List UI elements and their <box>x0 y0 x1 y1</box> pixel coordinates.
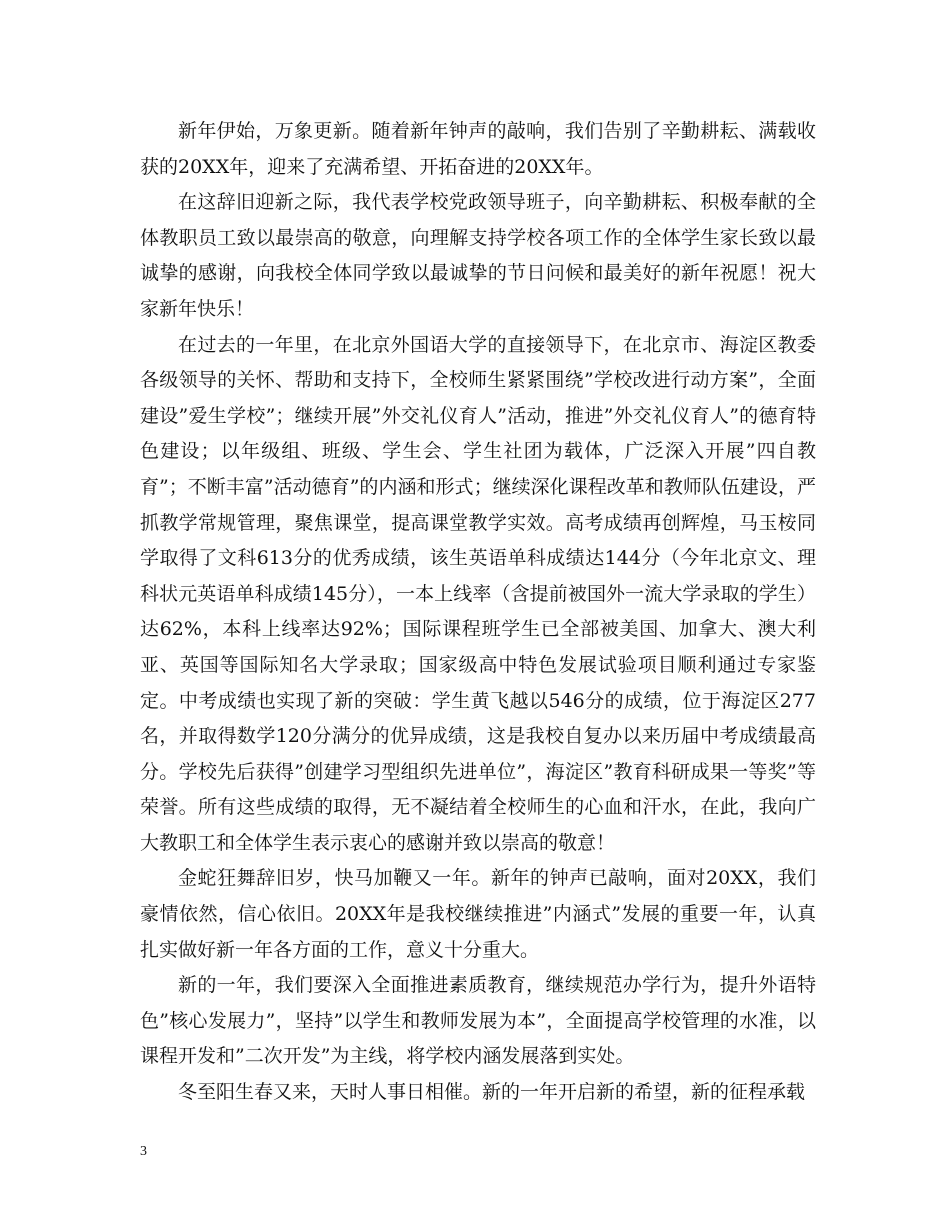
paragraph-5: 新的一年，我们要深入全面推进素质教育，继续规范办学行为，提升外语特色”核心发展力”，坚持”以学生和教师发展为本”，全面提高学校管理的水准，以课程开发和”二次开发”为主线，将学校内涵发展落到实处。 <box>140 974 816 1068</box>
paragraph-1: 新年伊始，万象更新。随着新年钟声的敲响，我们告别了辛勤耕耘、满载收获的20XX年，迎来了充满希望、开拓奋进的20XX年。 <box>140 120 816 178</box>
paragraph-4: 金蛇狂舞辞旧岁，快马加鞭又一年。新年的钟声已敲响，面对20XX，我们豪情依然，信心依旧。20XX年是我校继续推进”内涵式”发展的重要一年，认真扎实做好新一年各方面的工作，意义十分重大。 <box>140 867 816 961</box>
paragraph-3: 在过去的一年里，在北京外国语大学的直接领导下，在北京市、海淀区教委各级领导的关怀、帮助和支持下，全校师生紧紧围绕”学校改进行动方案”，全面建设”爱生学校”；继续开展”外交礼仪育人”活动，推进”外交礼仪育人”的德育特色建设；以年级组、班级、学生会、学生社团为载体，广泛深入开展”四自教育”；不断丰富”活动德育”的内涵和形式；继续深化课程改革和教师队伍建设，严抓教学常规管理，聚焦课堂，提高课堂教学实效。高考成绩再创辉煌，马玉桉同学取得了文科613分的优秀成绩，该生英语单科成绩达144分（今年北京文、理科状元英语单科成绩145分），一本上线率（含提前被国外一流大学录取的学生）达62%，本科上线率达92%；国际课程班学生已全部被美国、加拿大、澳大利亚、英国等国际知名大学录取；国家级高中特色发展试验项目顺利通过专家鉴定。中考成绩也实现了新的突破：学生黄飞越以546分的成绩，位于海淀区277名，并取得数学120分满分的优异成绩，这是我校自复办以来历届中考成绩最高分。学校先后获得”创建学习型组织先进单位”，海淀区”教育科研成果一等奖”等荣誉。所有这些成绩的取得，无不凝结着全校师生的心血和汗水，在此，我向广大教职工和全体学生表示衷心的感谢并致以崇高的敬意！ <box>140 333 816 854</box>
paragraph-6: 冬至阳生春又来，天时人事日相催。新的一年开启新的希望，新的征程承载 <box>178 1081 806 1104</box>
paragraph-2: 在这辞旧迎新之际，我代表学校党政领导班子，向辛勤耕耘、积极奉献的全体教职员工致以最崇高的敬意，向理解支持学校各项工作的全体学生家长致以最诚挚的感谢，向我校全体同学致以最诚挚的节日问候和最美好的新年祝愿！祝大家新年快乐！ <box>140 191 816 320</box>
page-number: 3 <box>140 1144 147 1159</box>
document-body <box>140 114 816 1111</box>
